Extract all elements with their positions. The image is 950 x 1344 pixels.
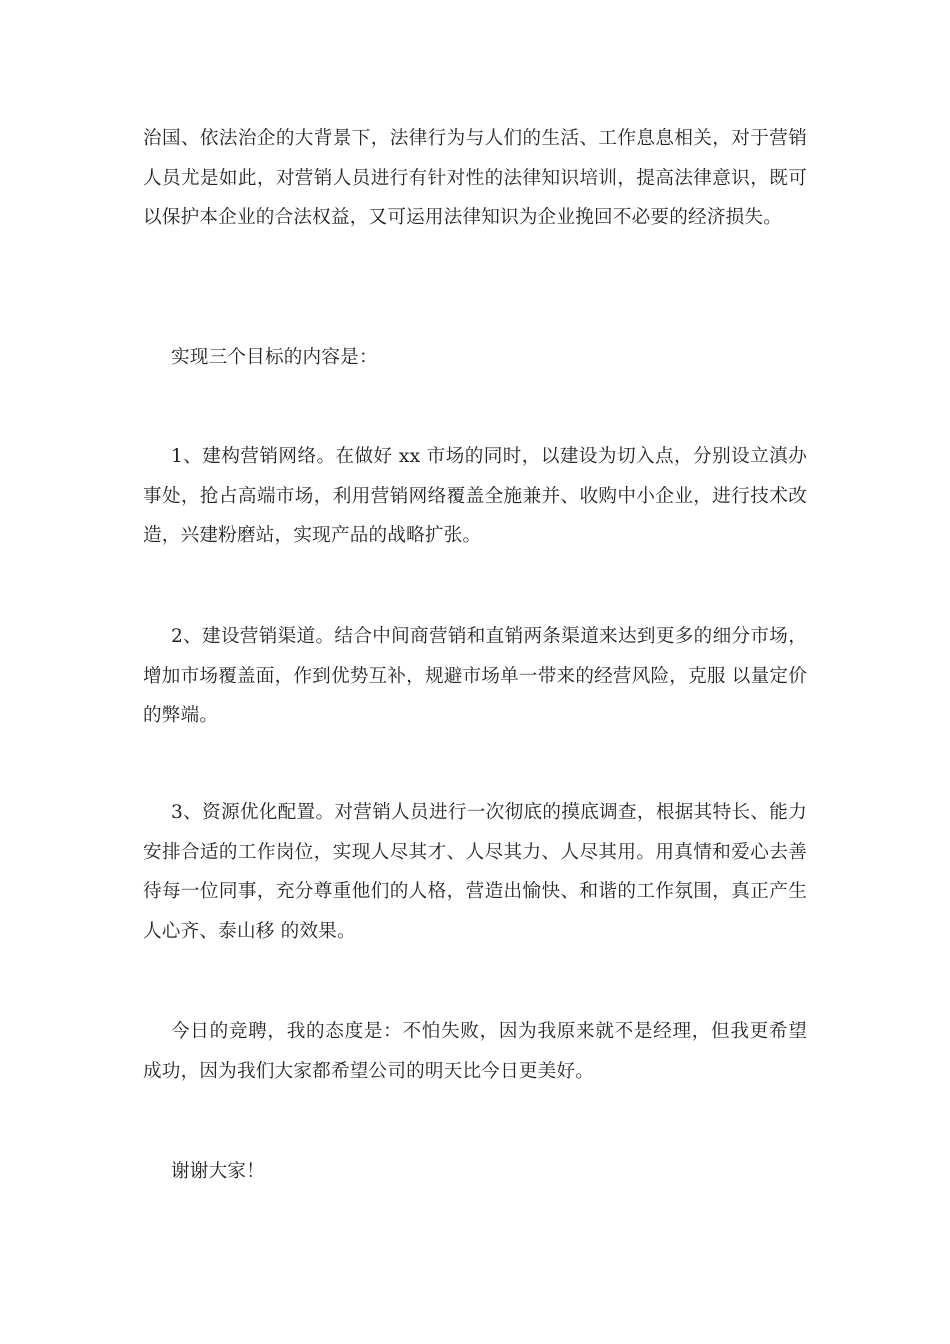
paragraph-goal-2-channels: 2、建设营销渠道。结合中间商营销和直销两条渠道来达到更多的细分市场，增加市场覆盖面，作到优势互补，规避市场单一带来的经营风险，克服 以量定价 的弊端。 bbox=[143, 626, 807, 726]
paragraph-thanks: 谢谢大家！ bbox=[171, 1161, 265, 1182]
paragraph-attitude: 今日的竞聘，我的态度是：不怕失败，因为我原来就不是经理，但我更希望成功，因为我们大家都希望公司的明天比今日更美好。 bbox=[143, 1021, 807, 1082]
paragraph-goal-3-resources: 3、资源优化配置。对营销人员进行一次彻底的摸底调查，根据其特长、能力安排合适的工作岗位，实现人尽其才、人尽其力、人尽其用。用真情和爱心去善待每一位同事，充分尊重他们的人格，营造出愉快、和谐的工作氛围，真正产生 人心齐、泰山移 的效果。 bbox=[143, 802, 807, 942]
paragraph-goal-1-network: 1、建构营销网络。在做好 xx 市场的同时，以建设为切入点，分别设立滇办事处，抢占高端市场，利用营销网络覆盖全施兼并、收购中小企业，进行技术改造，兴建粉磨站，实现产品的战略扩张。 bbox=[143, 446, 807, 546]
paragraph-legal-training: 治国、依法治企的大背景下，法律行为与人们的生活、工作息息相关，对于营销人员尤是如此，对营销人员进行有针对性的法律知识培训，提高法律意识，既可以保护本企业的合法权益，又可运用法律知识为企业挽回不必要的经济损失。 bbox=[143, 128, 807, 228]
paragraph-three-goals-intro: 实现三个目标的内容是： bbox=[171, 347, 378, 368]
